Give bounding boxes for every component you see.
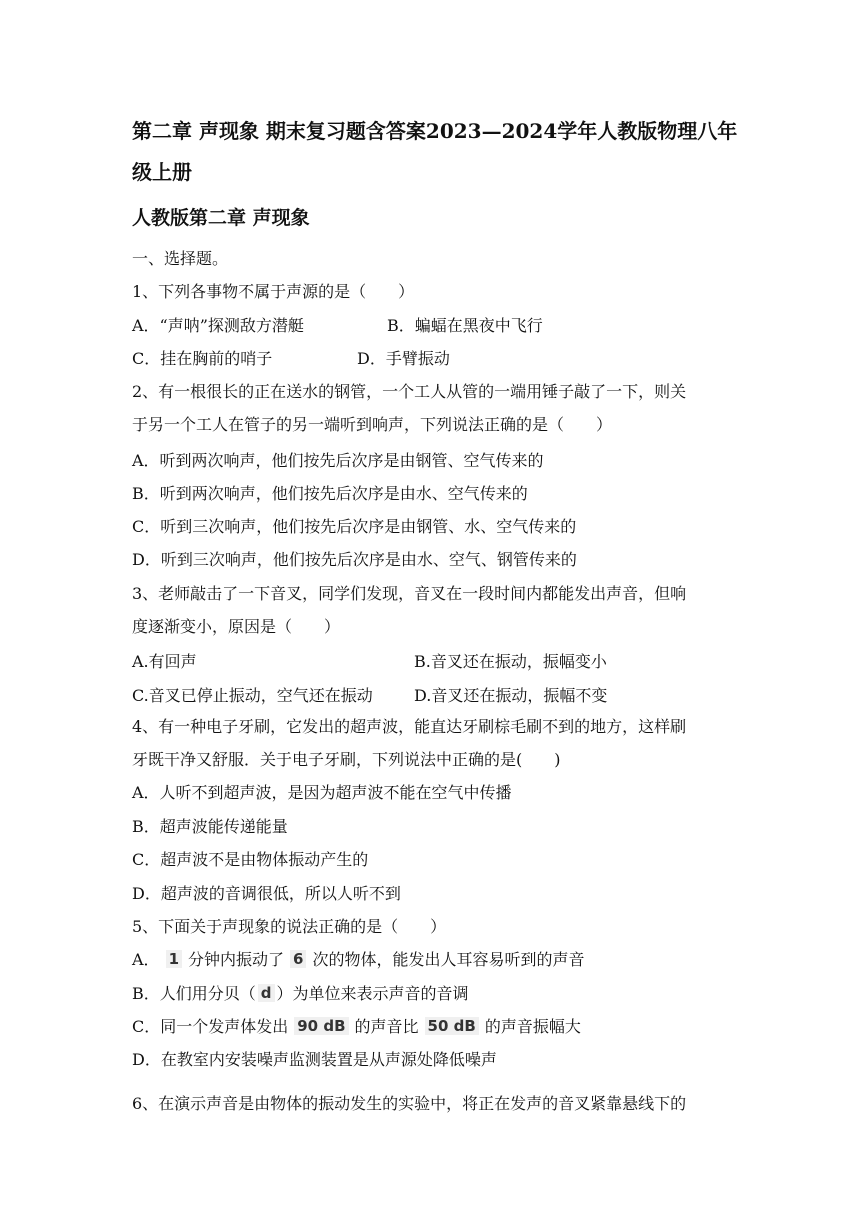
formula-image: 6 — [290, 950, 306, 968]
question-2-option-d: D．听到三次响声，他们按先后次序是由水、空气、钢管传来的 — [132, 550, 577, 569]
option-c-text-mid: 的声音比 — [354, 1017, 419, 1036]
question-3-option-d: D.音叉还在振动，振幅不变 — [414, 686, 608, 705]
question-2-stem: 2、有一根很长的正在送水的钢管，一个工人从管的一端用锤子敲了一下，则关 — [132, 382, 687, 401]
question-3-stem-continued: 度逐渐变小，原因是（ ） — [132, 617, 341, 636]
formula-image: 90 dB — [294, 1017, 348, 1035]
question-4-stem: 4、有一种电子牙刷，它发出的超声波，能直达牙刷棕毛刷不到的地方，这样刷 — [132, 717, 687, 736]
question-5-stem: 5、下面关于声现象的说法正确的是（ ） — [132, 917, 447, 936]
question-3-stem: 3、老师敲击了一下音叉，同学们发现，音叉在一段时间内都能发出声音，但响 — [132, 584, 687, 603]
question-3-option-a: A.有回声 — [132, 652, 197, 671]
question-6-stem: 6、在演示声音是由物体的振动发生的实验中，将正在发声的音叉紧靠悬线下的 — [132, 1094, 687, 1113]
formula-image: 50 dB — [425, 1017, 479, 1035]
question-4-option-b: B．超声波能传递能量 — [132, 817, 288, 836]
question-4-option-d: D．超声波的音调很低，所以人听不到 — [132, 884, 401, 903]
question-1-option-c: C．挂在胸前的哨子 — [132, 349, 273, 368]
question-4-stem-continued: 牙既干净又舒服．关于电子牙刷，下列说法中正确的是( ) — [132, 750, 561, 769]
question-5-option-c — [132, 1017, 581, 1037]
option-b-text-end: ）为单位来表示声音的音调 — [276, 984, 469, 1003]
question-5-option-a — [132, 950, 584, 970]
question-1-option-a: A．“声呐”探测敌方潜艇 — [132, 316, 304, 335]
option-a-text: 分钟内振动了 — [188, 950, 285, 969]
document-title: 第二章 声现象 期末复习题含答案2023—2024学年人教版物理八年 — [132, 119, 738, 143]
option-b-text: B．人们用分贝（ — [132, 984, 256, 1003]
question-type-heading: 一、选择题。 — [132, 249, 229, 268]
option-c-text: C．同一个发声体发出 — [132, 1017, 289, 1036]
question-2-option-c: C．听到三次响声，他们按先后次序是由钢管、水、空气传来的 — [132, 517, 577, 536]
option-a-text-end: 次的物体，能发出人耳容易听到的声音 — [312, 950, 585, 969]
question-5-option-d: D．在教室内安装噪声监测装置是从声源处降低噪声 — [132, 1050, 497, 1069]
question-2-option-b: B．听到两次响声，他们按先后次序是由水、空气传来的 — [132, 484, 528, 503]
question-3-option-b: B.音叉还在振动，振幅变小 — [414, 652, 607, 671]
formula-image: 1 — [166, 950, 182, 968]
document-title-continued: 级上册 — [132, 160, 192, 184]
question-4-option-c: C．超声波不是由物体振动产生的 — [132, 850, 369, 869]
option-c-text-end: 的声音振幅大 — [484, 1017, 581, 1036]
formula-image: d — [258, 984, 275, 1002]
question-3-option-c: C.音叉已停止振动，空气还在振动 — [132, 686, 373, 705]
option-a-label: A． — [132, 950, 160, 969]
question-1-option-b: B．蝙蝠在黑夜中飞行 — [387, 316, 543, 335]
question-5-option-b — [132, 984, 469, 1004]
question-4-option-a: A．人听不到超声波，是因为超声波不能在空气中传播 — [132, 783, 512, 802]
question-2-option-a: A．听到两次响声，他们按先后次序是由钢管、空气传来的 — [132, 451, 544, 470]
question-1-stem: 1、下列各事物不属于声源的是（ ） — [132, 282, 415, 301]
question-1-option-d: D．手臂振动 — [357, 349, 450, 368]
question-2-stem-continued: 于另一个工人在管子的另一端听到响声，下列说法正确的是（ ） — [132, 415, 613, 434]
section-heading: 人教版第二章 声现象 — [132, 207, 310, 229]
